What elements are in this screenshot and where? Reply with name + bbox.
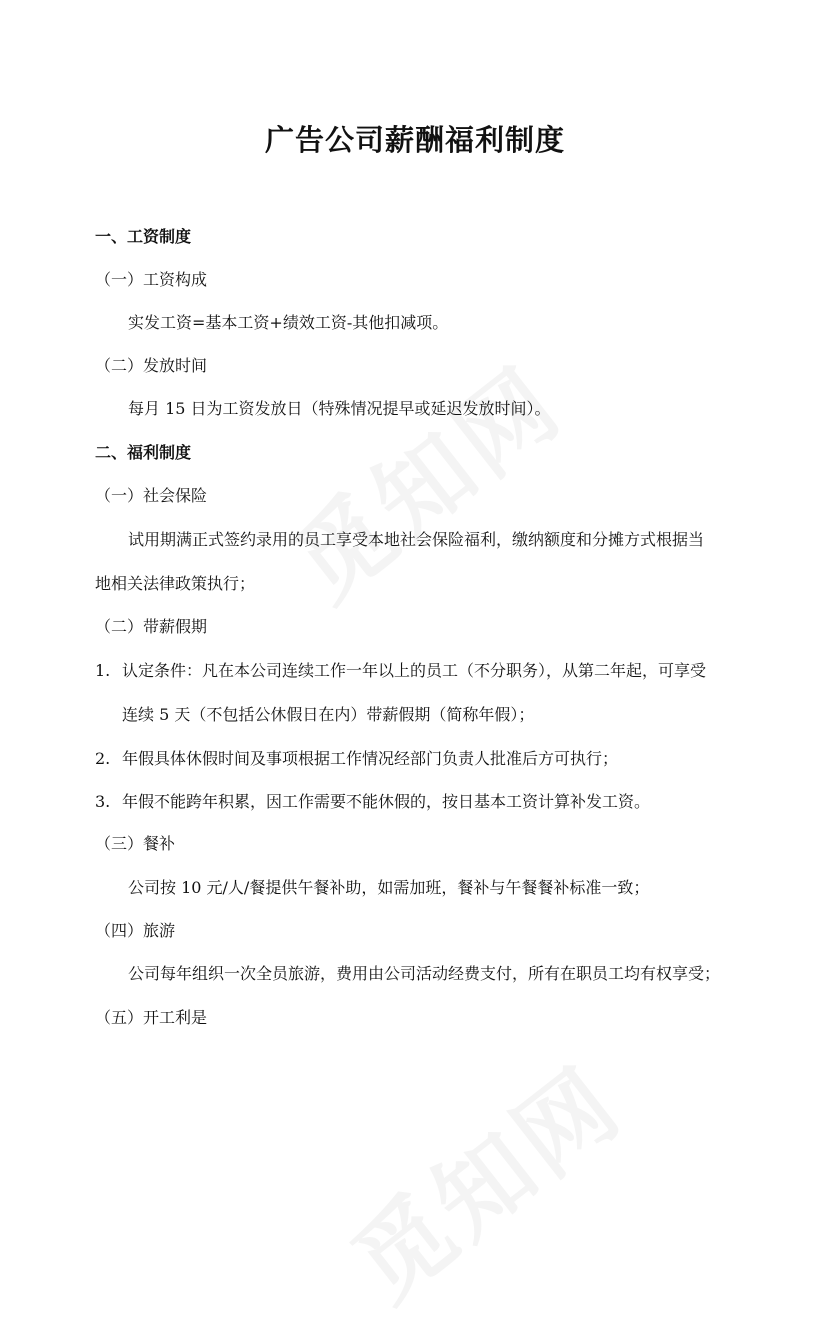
paragraph: 公司按 10 元/人/餐提供午餐补助，如需加班，餐补与午餐餐补标准一致； bbox=[128, 878, 650, 897]
list-item-continuation: 连续 5 天（不包括公休假日在内）带薪假期（简称年假）； bbox=[122, 705, 535, 724]
subsection-heading: （三）餐补 bbox=[95, 834, 176, 853]
list-text: 年假具体休假时间及事项根据工作情况经部门负责人批准后方可执行； bbox=[122, 749, 619, 768]
paragraph: 试用期满正式签约录用的员工享受本地社会保险福利，缴纳额度和分摊方式根据当 bbox=[128, 530, 705, 549]
list-number: 3. bbox=[95, 792, 111, 811]
paragraph: 地相关法律政策执行； bbox=[95, 574, 256, 593]
watermark bbox=[260, 330, 585, 626]
paragraph: 公司每年组织一次全员旅游，费用由公司活动经费支付，所有在职员工均有权享受； bbox=[128, 964, 721, 983]
list-item bbox=[95, 749, 618, 769]
document-title: 广告公司薪酬福利制度 bbox=[264, 123, 565, 157]
subsection-heading: （一）工资构成 bbox=[95, 270, 208, 289]
subsection-heading: （一）社会保险 bbox=[95, 486, 208, 505]
section-heading: 二、福利制度 bbox=[95, 443, 192, 462]
subsection-heading: （二）带薪假期 bbox=[95, 617, 208, 636]
list-text: 年假不能跨年积累，因工作需要不能休假的，按日基本工资计算补发工资。 bbox=[122, 792, 651, 811]
watermark bbox=[320, 1030, 645, 1326]
subsection-heading: （四）旅游 bbox=[95, 921, 176, 940]
section-heading: 一、工资制度 bbox=[95, 227, 192, 246]
paragraph: 实发工资=基本工资+绩效工资-其他扣减项。 bbox=[128, 313, 449, 332]
list-item bbox=[95, 792, 650, 812]
list-number: 2. bbox=[95, 749, 111, 768]
subsection-heading: （五）开工利是 bbox=[95, 1008, 208, 1027]
paragraph: 每月 15 日为工资发放日（特殊情况提早或延迟发放时间）。 bbox=[128, 399, 551, 418]
subsection-heading: （二）发放时间 bbox=[95, 356, 208, 375]
list-item bbox=[95, 661, 706, 681]
list-text: 认定条件：凡在本公司连续工作一年以上的员工（不分职务），从第二年起，可享受 bbox=[122, 661, 707, 680]
list-number: 1. bbox=[95, 661, 111, 680]
